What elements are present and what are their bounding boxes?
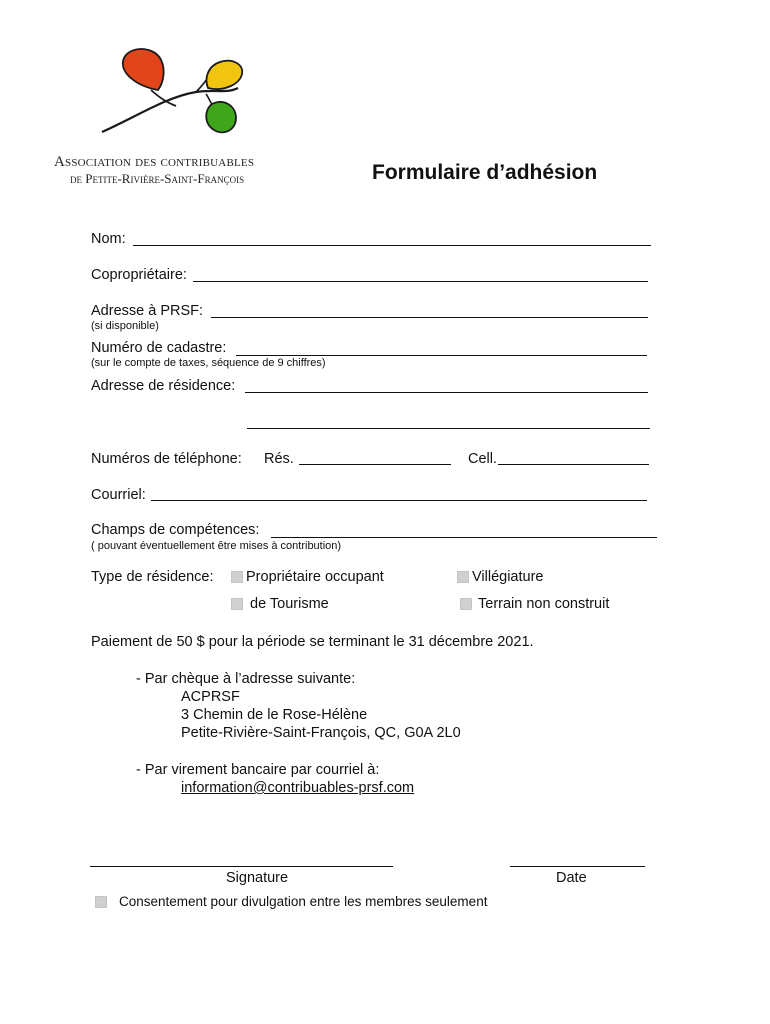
competences-label: Champs de compétences: xyxy=(91,522,260,538)
nom-label: Nom: xyxy=(91,231,126,247)
residence-type-label: Type de résidence: xyxy=(91,569,214,585)
logo-leaf-red xyxy=(123,49,164,90)
telephone-label: Numéros de téléphone: xyxy=(91,451,242,467)
tel-res-field[interactable] xyxy=(299,464,451,465)
checkbox-tourisme[interactable] xyxy=(231,598,243,610)
payment-address-line1: ACPRSF xyxy=(181,689,240,705)
signature-label: Signature xyxy=(226,870,289,886)
courriel-label: Courriel: xyxy=(91,487,146,503)
consent-label: Consentement pour divulgation entre les membres seulement xyxy=(119,894,488,909)
payment-cheque-label: - Par chèque à l’adresse suivante: xyxy=(136,671,356,687)
adresse-prsf-label: Adresse à PRSF: xyxy=(91,303,204,319)
association-logo xyxy=(96,42,246,138)
competences-field[interactable] xyxy=(271,537,657,538)
coproprietaire-field[interactable] xyxy=(193,281,648,282)
cadastre-label: Numéro de cadastre: xyxy=(91,340,227,356)
tel-cell-label: Cell. xyxy=(468,451,498,467)
option-tourisme: de Tourisme xyxy=(250,596,329,612)
competences-note: ( pouvant éventuellement être mises à contribution) xyxy=(91,540,342,552)
form-title: Formulaire d’adhésion xyxy=(372,161,598,184)
payment-intro: Paiement de 50 $ pour la période se terminant le 31 décembre 2021. xyxy=(91,634,534,650)
coproprietaire-label: Copropriétaire: xyxy=(91,267,187,283)
payment-virement-label: - Par virement bancaire par courriel à: xyxy=(136,762,380,778)
checkbox-villegiature[interactable] xyxy=(457,571,469,583)
adresse-residence-label: Adresse de résidence: xyxy=(91,378,236,394)
adresse-prsf-field[interactable] xyxy=(211,317,648,318)
date-label: Date xyxy=(556,870,587,886)
payment-email-link[interactable]: information@contribuables-prsf.com xyxy=(181,780,415,796)
checkbox-proprietaire-occupant[interactable] xyxy=(231,571,243,583)
option-terrain: Terrain non construit xyxy=(478,596,610,612)
option-villegiature: Villégiature xyxy=(472,569,544,585)
date-field[interactable] xyxy=(510,866,645,867)
checkbox-consentement[interactable] xyxy=(95,896,107,908)
org-name-line2: de Petite-Rivière-Saint-François xyxy=(70,171,245,186)
logo-leaf-green xyxy=(206,102,236,132)
cadastre-note: (sur le compte de taxes, séquence de 9 chiffres) xyxy=(91,357,326,369)
logo-leaf-yellow xyxy=(207,61,243,89)
payment-address-line2: 3 Chemin de le Rose-Hélène xyxy=(181,707,368,723)
checkbox-terrain[interactable] xyxy=(460,598,472,610)
org-name-line1: Association des contribuables xyxy=(54,154,255,170)
tel-res-label: Rés. xyxy=(264,451,294,467)
adresse-prsf-note: (si disponible) xyxy=(91,320,159,332)
nom-field[interactable] xyxy=(133,245,651,246)
tel-cell-field[interactable] xyxy=(498,464,649,465)
option-proprietaire-occupant: Propriétaire occupant xyxy=(246,569,384,585)
signature-field[interactable] xyxy=(90,866,393,867)
cadastre-field[interactable] xyxy=(236,355,647,356)
adresse-residence-field-2[interactable] xyxy=(247,428,650,429)
payment-address-line3: Petite-Rivière-Saint-François, QC, G0A 2L0 xyxy=(181,725,461,741)
courriel-field[interactable] xyxy=(151,500,647,501)
adresse-residence-field[interactable] xyxy=(245,392,648,393)
